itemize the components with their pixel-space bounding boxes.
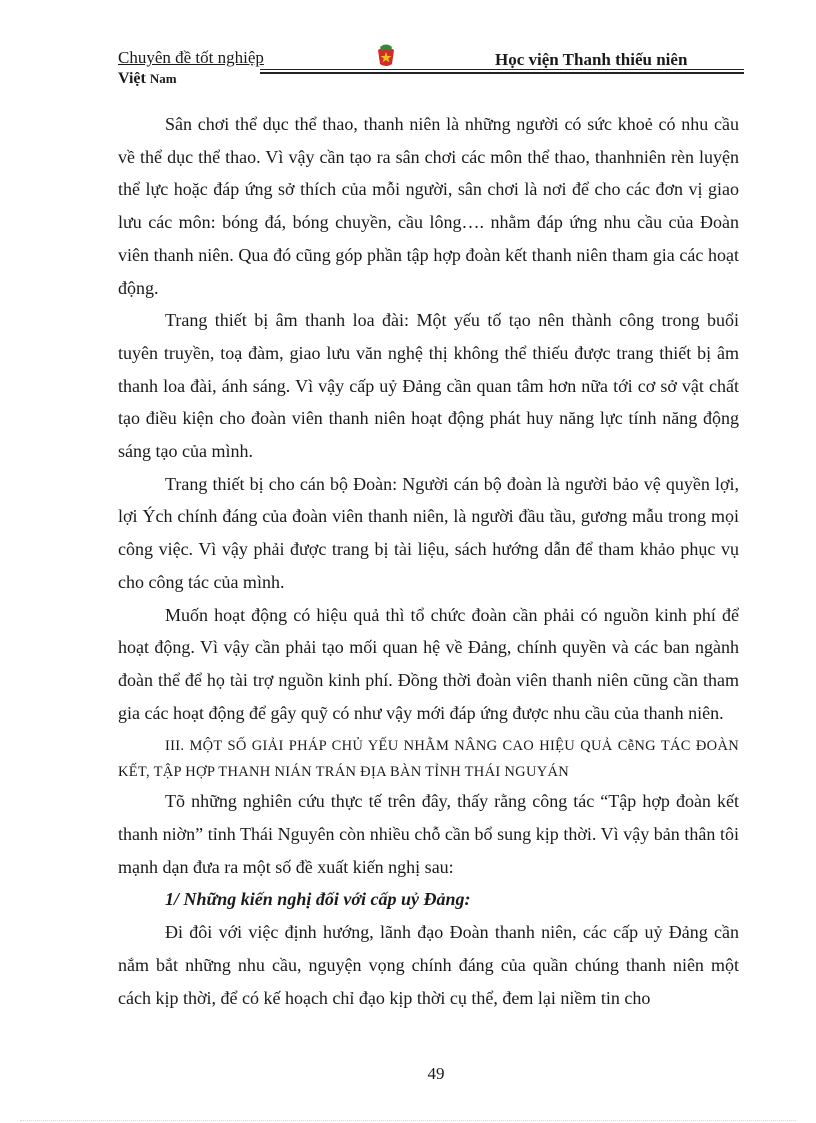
page-number: 49 bbox=[427, 1064, 445, 1083]
youth-union-emblem-icon bbox=[375, 42, 397, 68]
paragraph-cadre-equipment: Trang thiết bị cho cán bộ Đoàn: Người cán bộ đoàn là người bảo vệ quyền lợi, lợi Ých chính đáng của đoàn viên thanh niên, là người đầu tầu, gương mẫu trong mọi công việc. Vì vậy phải được trang bị tài liệu, sách hướng dẫn để tham khảo phục vụ cho công tác của mình. bbox=[118, 473, 739, 592]
document-header-left bbox=[118, 48, 264, 88]
institution-name-continued bbox=[118, 70, 264, 88]
header-rule-thick bbox=[260, 72, 744, 74]
institution-name: Học viện Thanh thiếu niên bbox=[495, 50, 688, 69]
document-body bbox=[118, 108, 739, 1014]
page-bottom-border bbox=[20, 1120, 796, 1122]
paragraph-sports-grounds: Sân chơi thể dục thể thao, thanh niên là những người có sức khoẻ có nhu cầu về thể dục thể thao. Vì vậy cần tạo ra sân chơi các môn thể thao, thanhniên rèn luyện thể lực hoặc đáp ứng sở thích của mỗi người, sân chơi là nơi để cho các đơn vị giao lưu các môn: bóng đá, bóng chuyền, cầu lông…. nhằm đáp ứng nhu cầu của Đoàn viên thanh niên. Qua đó cũng góp phần tập hợp đoàn kết thanh niên tham gia các hoạt động. bbox=[118, 114, 739, 298]
paragraph-sound-equipment: Trang thiết bị âm thanh loa đài: Một yếu tố tạo nên thành công trong buổi tuyên truyền, toạ đàm, giao lưu văn nghệ thị không thể thiếu được trang thiết bị âm thanh loa đài, ánh sáng. Vì vậy cấp uỷ Đảng cần quan tâm hơn nữa tới cơ sở vật chất tạo điều kiện cho đoàn viên thanh niên hoạt động phát huy năng lực tính năng động sáng tạo của mình. bbox=[118, 310, 739, 462]
document-type-label: Chuyên đề tốt nghiệp bbox=[118, 48, 264, 67]
paragraph-intro: Tõ những nghiên cứu thực tế trên đây, thấy rằng công tác “Tập hợp đoàn kết thanh niờn” tỉnh Thái Nguyên còn nhiều chỗ cần bổ sung kịp thời. Vì vậy bản thân tôi mạnh dạn đưa ra một số đề xuất kiến nghị sau: bbox=[118, 791, 739, 877]
paragraph-funding: Muốn hoạt động có hiệu quả thì tổ chức đoàn cần phải có nguồn kinh phí để hoạt động. Vì vậy cần phải tạo mối quan hệ về Đảng, chính quyền và các ban ngành đoàn thể để họ tài trợ nguồn kinh phí. Đồng thời đoàn viên thanh niên cũng cần tham gia các hoạt động để gây quỹ có như vậy mới đáp ứng được nhu cầu của thanh niên. bbox=[118, 604, 739, 723]
subheading-party-recommendations: 1/ Những kiến nghị đối với cấp uỷ Đảng: bbox=[165, 889, 471, 910]
section-heading: III. MỘT SỐ GIẢI PHÁP CHỦ YẾU NHẰM NÂNG CAO HIỆU QUẢ CễNG TÁC ĐOÀN KẾT, TẬP HỢP THANH NIÁN TRÁN ĐỊA BÀN TỈNH THÁI NGUYÁN bbox=[118, 738, 739, 781]
country-word: Việt bbox=[118, 70, 150, 87]
header-rule bbox=[260, 69, 744, 70]
country-word-suffix: Nam bbox=[149, 71, 177, 86]
paragraph-party-guidance: Đi đôi với việc định hướng, lãnh đạo Đoàn thanh niên, các cấp uỷ Đảng cần nắm bắt những nhu cầu, nguyện vọng chính đáng của quần chúng thanh niên một cách kịp thời, để có kế hoạch chỉ đạo kịp thời cụ thể, đem lại niềm tin cho bbox=[118, 922, 739, 1008]
